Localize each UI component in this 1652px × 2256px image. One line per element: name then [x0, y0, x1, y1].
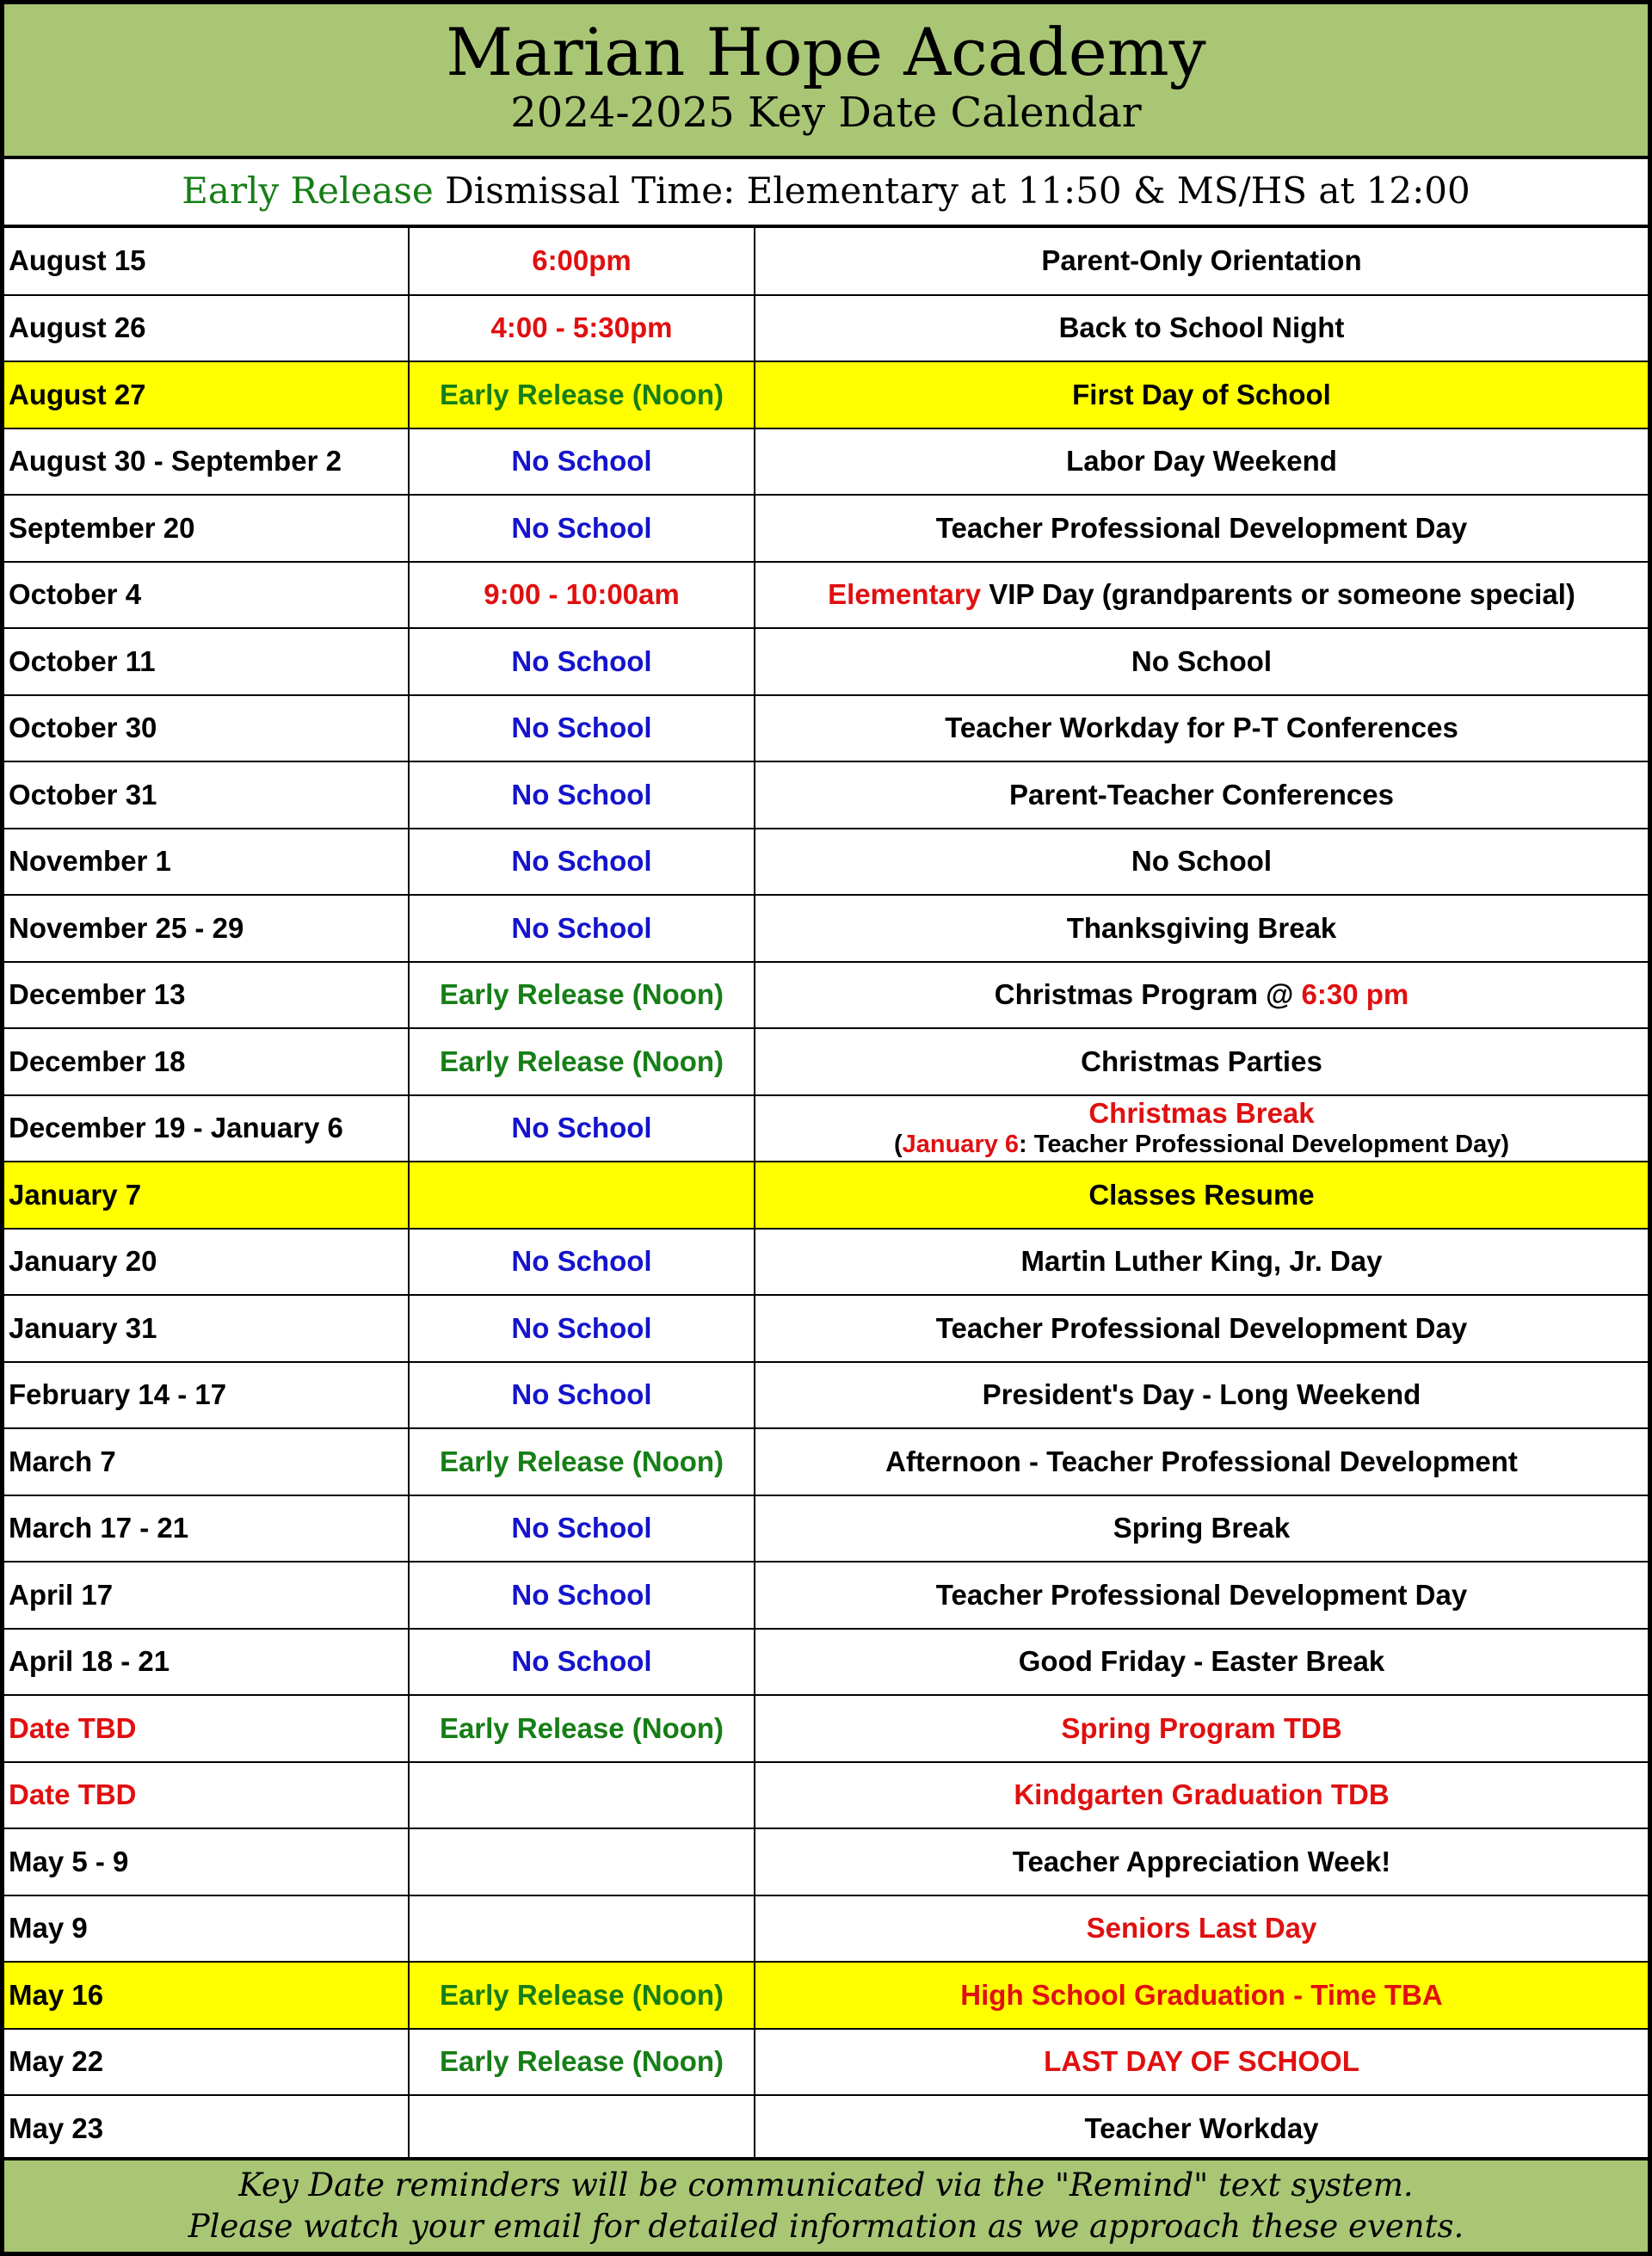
date-cell: May 16: [4, 1962, 409, 2029]
date-cell: January 7: [4, 1162, 409, 1229]
event-text: [936, 512, 1467, 544]
header-banner: [4, 4, 1648, 159]
event-text: [960, 1979, 1442, 2011]
status-cell: No School: [409, 895, 755, 962]
event-cell: [755, 1895, 1648, 1963]
table-row: [4, 2029, 1648, 2096]
event-text: [1014, 1778, 1389, 1810]
event-cell: [755, 1095, 1648, 1162]
status-cell: Early Release (Noon): [409, 1962, 755, 2029]
event-text-segment: Seniors Last Day: [1086, 1912, 1317, 1945]
event-note-segment: : Teacher Professional Development Day): [1019, 1131, 1510, 1159]
event-text-segment: Back to School Night: [1058, 311, 1345, 344]
table-row: [4, 1362, 1648, 1429]
status-cell: No School: [409, 1095, 755, 1162]
event-text: [1072, 379, 1331, 410]
event-text-segment: Teacher Professional Development Day: [935, 1578, 1468, 1611]
event-cell: [755, 1962, 1648, 2029]
status-cell: [409, 1895, 755, 1963]
table-row: [4, 1562, 1648, 1629]
event-cell: [755, 1495, 1648, 1563]
event-text: [1067, 912, 1337, 944]
date-cell: October 11: [4, 628, 409, 695]
event-text: [755, 1097, 1648, 1130]
event-cell: [755, 361, 1648, 428]
event-cell: [755, 1028, 1648, 1095]
footer-line-2: Please watch your email for detailed information as we approach these events.: [188, 2208, 1464, 2245]
table-row: [4, 2095, 1648, 2162]
status-cell: Early Release (Noon): [409, 1695, 755, 1762]
event-text-segment: Teacher Workday: [1084, 2111, 1319, 2144]
date-cell: May 22: [4, 2029, 409, 2096]
status-cell: No School: [409, 1362, 755, 1429]
event-text: [983, 1378, 1421, 1410]
event-text-segment: Parent-Only Orientation: [1041, 244, 1362, 277]
key-date-table-body: [4, 228, 1648, 2162]
date-cell: August 26: [4, 295, 409, 362]
event-text: [1113, 1512, 1290, 1544]
table-row: [4, 1762, 1648, 1829]
event-text: [1084, 2112, 1318, 2144]
date-cell: August 27: [4, 361, 409, 428]
event-text: [945, 712, 1458, 743]
status-cell: No School: [409, 1295, 755, 1362]
table-row: [4, 495, 1648, 562]
date-cell: October 31: [4, 761, 409, 829]
status-cell: No School: [409, 428, 755, 496]
event-cell: [755, 628, 1648, 695]
date-cell: December 19 - January 6: [4, 1095, 409, 1162]
event-text-segment: Classes Resume: [1088, 1178, 1315, 1211]
status-cell: No School: [409, 761, 755, 829]
key-date-table: [4, 228, 1648, 2163]
status-cell: Early Release (Noon): [409, 962, 755, 1029]
date-cell: April 18 - 21: [4, 1629, 409, 1696]
page-subtitle: 2024-2025 Key Date Calendar: [510, 89, 1142, 137]
event-text-segment: No School: [1131, 644, 1273, 677]
table-row: [4, 628, 1648, 695]
event-cell: [755, 2095, 1648, 2162]
page-title: Marian Hope Academy: [446, 14, 1206, 90]
status-cell: Early Release (Noon): [409, 1428, 755, 1495]
date-cell: October 4: [4, 562, 409, 629]
table-row: [4, 1962, 1648, 2029]
event-text-segment: Teacher Workday for P-T Conferences: [945, 712, 1458, 744]
date-cell: December 13: [4, 962, 409, 1029]
event-cell: [755, 1229, 1648, 1296]
event-cell: [755, 1562, 1648, 1629]
event-cell: [755, 562, 1648, 629]
status-cell: No School: [409, 695, 755, 762]
date-cell: November 25 - 29: [4, 895, 409, 962]
event-text: [995, 978, 1409, 1010]
table-row: [4, 1495, 1648, 1563]
event-cell: [755, 895, 1648, 962]
date-cell: May 23: [4, 2095, 409, 2162]
event-cell: [755, 428, 1648, 496]
footer-note: [4, 2157, 1648, 2252]
event-cell: [755, 495, 1648, 562]
date-cell: August 30 - September 2: [4, 428, 409, 496]
date-cell: Date TBD: [4, 1762, 409, 1829]
event-text-segment: Spring Break: [1113, 1512, 1291, 1544]
date-cell: January 20: [4, 1229, 409, 1296]
event-text: [1044, 2045, 1359, 2077]
table-row: [4, 295, 1648, 362]
date-cell: August 15: [4, 228, 409, 295]
event-cell: [755, 295, 1648, 362]
date-cell: September 20: [4, 495, 409, 562]
early-release-label: Early Release: [182, 170, 434, 212]
event-text-segment: Teacher Professional Development Day: [935, 1311, 1468, 1344]
event-text: [1019, 1645, 1384, 1677]
table-row: [4, 1295, 1648, 1362]
status-cell: 4:00 - 5:30pm: [409, 295, 755, 362]
event-cell: [755, 829, 1648, 896]
date-cell: January 31: [4, 1295, 409, 1362]
event-text-segment: LAST DAY OF SCHOOL: [1044, 2045, 1359, 2078]
event-text: [1013, 1846, 1391, 1877]
date-cell: February 14 - 17: [4, 1362, 409, 1429]
event-text-segment: First Day of School: [1072, 378, 1331, 410]
status-cell: No School: [409, 1629, 755, 1696]
event-text: [1041, 244, 1361, 276]
event-text-segment: Christmas Program @: [994, 978, 1302, 1011]
date-cell: December 18: [4, 1028, 409, 1095]
event-note: [755, 1130, 1648, 1159]
status-cell: 6:00pm: [409, 228, 755, 295]
table-row: [4, 428, 1648, 496]
date-cell: March 17 - 21: [4, 1495, 409, 1563]
event-text-segment: High School Graduation - Time TBA: [960, 1978, 1443, 2011]
table-row: [4, 361, 1648, 428]
event-text: [1059, 311, 1345, 343]
dismissal-time-banner: [4, 159, 1648, 228]
event-cell: [755, 1762, 1648, 1829]
table-row: [4, 895, 1648, 962]
event-text: [828, 578, 1575, 610]
event-text-segment: Good Friday - Easter Break: [1018, 1645, 1385, 1678]
table-row: [4, 1629, 1648, 1696]
event-text-segment: Martin Luther King, Jr. Day: [1020, 1245, 1383, 1278]
event-text: [1021, 1245, 1383, 1277]
table-row: [4, 1695, 1648, 1762]
status-cell: [409, 1828, 755, 1895]
event-cell: [755, 1828, 1648, 1895]
event-cell: [755, 761, 1648, 829]
table-row: [4, 562, 1648, 629]
event-cell: [755, 2029, 1648, 2096]
event-note-segment: January 6: [902, 1131, 1020, 1159]
status-cell: No School: [409, 829, 755, 896]
status-cell: [409, 2095, 755, 2162]
event-cell: [755, 228, 1648, 295]
status-cell: No School: [409, 1495, 755, 1563]
event-text-segment: Thanksgiving Break: [1066, 911, 1337, 944]
event-text: [1131, 845, 1272, 877]
date-cell: November 1: [4, 829, 409, 896]
date-cell: April 17: [4, 1562, 409, 1629]
event-text-segment: Parent-Teacher Conferences: [1009, 778, 1394, 811]
table-row: [4, 761, 1648, 829]
status-cell: No School: [409, 1229, 755, 1296]
event-text-segment: VIP Day (grandparents or someone special): [981, 578, 1575, 611]
table-row: [4, 1828, 1648, 1895]
event-text: [1061, 1712, 1341, 1744]
event-text-segment: Kindgarten Graduation TDB: [1014, 1778, 1390, 1811]
status-cell: 9:00 - 10:00am: [409, 562, 755, 629]
status-cell: No School: [409, 1562, 755, 1629]
event-text-segment: No School: [1131, 845, 1273, 878]
event-cell: [755, 1162, 1648, 1229]
event-text: [1087, 1912, 1317, 1944]
dismissal-time-text: Dismissal Time: Elementary at 11:50 & MS/HS at 12:00: [433, 170, 1470, 212]
event-cell: [755, 695, 1648, 762]
event-text: [1081, 1045, 1322, 1077]
footer-line-1: Key Date reminders will be communicated via the "Remind" text system.: [238, 2167, 1414, 2204]
table-row: [4, 1428, 1648, 1495]
status-cell: No School: [409, 628, 755, 695]
status-cell: No School: [409, 495, 755, 562]
event-cell: [755, 962, 1648, 1029]
event-note-segment: (: [893, 1131, 903, 1159]
table-row: [4, 695, 1648, 762]
event-text-segment: Teacher Appreciation Week!: [1012, 1845, 1391, 1877]
event-cell: [755, 1428, 1648, 1495]
event-text-segment: Labor Day Weekend: [1066, 445, 1337, 478]
date-cell: Date TBD: [4, 1695, 409, 1762]
event-text-segment: Christmas Parties: [1081, 1045, 1322, 1077]
event-text-segment: Christmas Break: [1088, 1097, 1315, 1130]
date-cell: May 5 - 9: [4, 1828, 409, 1895]
status-cell: Early Release (Noon): [409, 361, 755, 428]
table-row: [4, 1028, 1648, 1095]
event-text: [1131, 645, 1272, 677]
event-text: [1009, 779, 1394, 811]
event-text-segment: Elementary: [828, 578, 982, 611]
event-text-segment: Afternoon - Teacher Professional Development: [885, 1445, 1518, 1477]
table-row: [4, 1229, 1648, 1296]
date-cell: October 30: [4, 695, 409, 762]
event-cell: [755, 1629, 1648, 1696]
table-row: [4, 1095, 1648, 1162]
event-text: [1088, 1179, 1314, 1211]
table-row: [4, 829, 1648, 896]
status-cell: Early Release (Noon): [409, 2029, 755, 2096]
event-text: [1066, 445, 1337, 477]
table-row: [4, 228, 1648, 295]
event-text-segment: Spring Program TDB: [1061, 1711, 1342, 1744]
event-text-segment: Teacher Professional Development Day: [935, 511, 1468, 544]
event-cell: [755, 1695, 1648, 1762]
event-text: [885, 1445, 1518, 1477]
event-cell: [755, 1362, 1648, 1429]
table-row: [4, 1162, 1648, 1229]
status-cell: Early Release (Noon): [409, 1028, 755, 1095]
date-cell: May 9: [4, 1895, 409, 1963]
date-cell: March 7: [4, 1428, 409, 1495]
event-text: [936, 1579, 1467, 1611]
status-cell: [409, 1762, 755, 1829]
event-text: [936, 1312, 1467, 1344]
table-row: [4, 962, 1648, 1029]
event-text-segment: President's Day - Long Weekend: [982, 1378, 1421, 1411]
event-text-segment: 6:30 pm: [1301, 978, 1409, 1011]
table-row: [4, 1895, 1648, 1963]
event-cell: [755, 1295, 1648, 1362]
status-cell: [409, 1162, 755, 1229]
